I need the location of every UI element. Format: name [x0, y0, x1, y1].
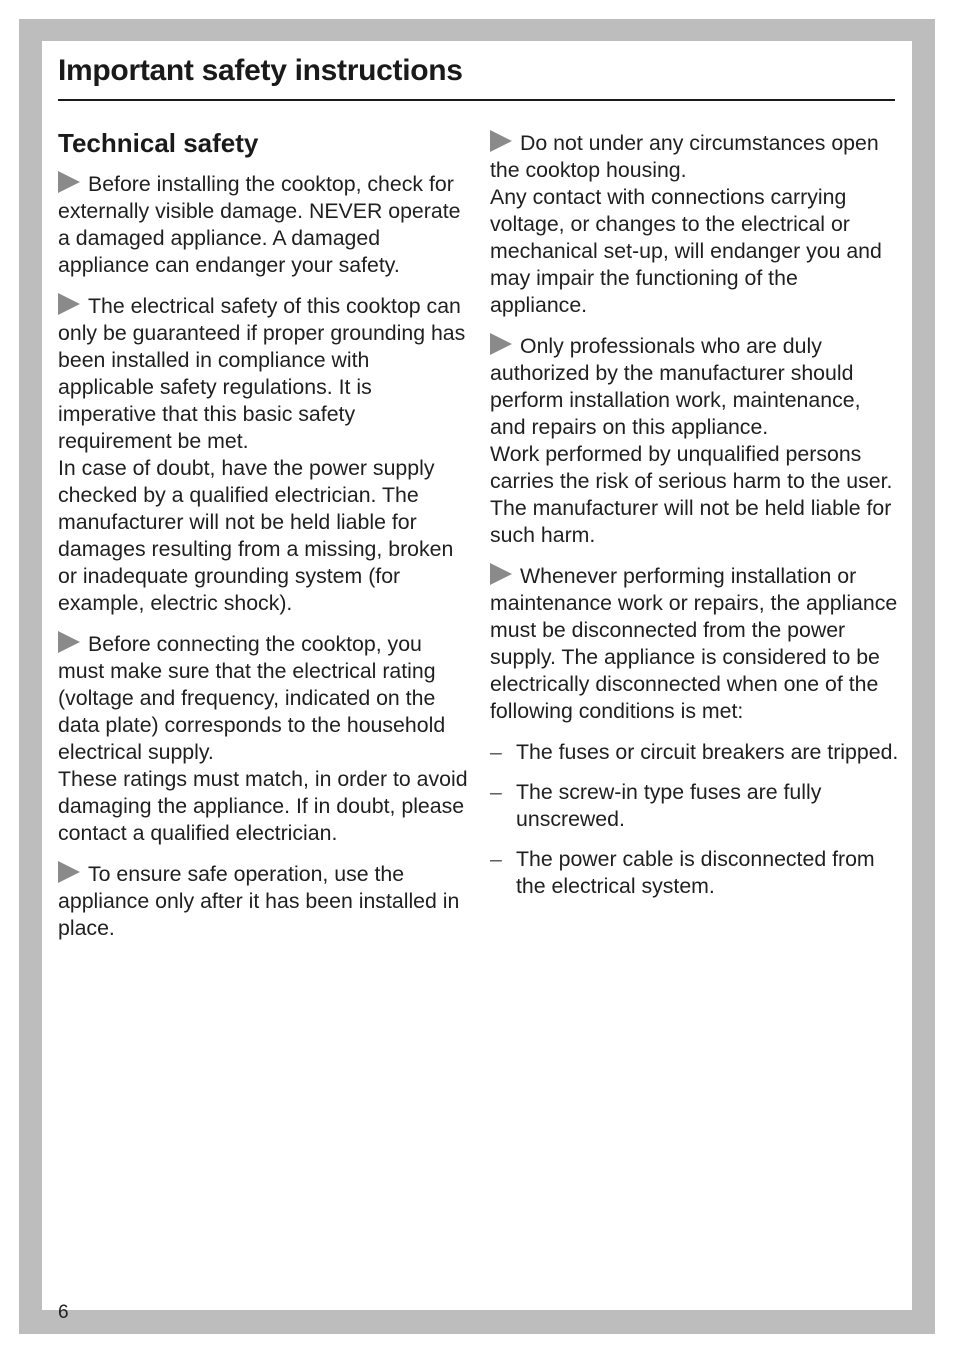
bullet-arrow-icon: [58, 631, 80, 653]
bullet-arrow-icon: [490, 130, 512, 152]
list-item: [490, 846, 900, 900]
paragraph-line: Before installing the cooktop, check for externally visible damage. NEVER operate a damaged appliance. A damaged appliance can endanger your safety.: [58, 172, 461, 277]
bullet-arrow-icon: [58, 861, 80, 883]
paragraph-text: In case of doubt, have the power supply checked by a qualified electrician. The manufacturer will not be held liable for damages resulting from a missing, broken or inadequate grounding system (for example, electric shock).: [58, 456, 454, 615]
paragraph-text: [490, 563, 900, 725]
disconnect-conditions-list: [490, 739, 900, 900]
bullet-arrow-icon: [490, 563, 512, 585]
paragraph-line: To ensure safe operation, use the appliance only after it has been installed in place.: [58, 862, 460, 940]
bullet-arrow-icon: [58, 293, 80, 315]
list-item-text: The power cable is disconnected from the electrical system.: [516, 847, 875, 898]
left-column: [58, 128, 470, 956]
safety-paragraph-professionals: [490, 333, 900, 549]
paragraph-line: Do not under any circumstances open the cooktop housing.: [490, 131, 879, 182]
paragraph-text: Any contact with connections carrying voltage, or changes to the electrical or mechanical set-up, will endanger you and may impair the functioning of the appliance.: [490, 185, 882, 317]
paragraph-text: [58, 861, 470, 942]
paragraph-text: Work performed by unqualified persons carries the risk of serious harm to the user. The manufacturer will not be held liable for such harm.: [490, 442, 893, 547]
paragraph-text: [490, 130, 900, 184]
safety-paragraph-electrical-rating: [58, 631, 470, 847]
section-title: Technical safety: [58, 128, 259, 158]
right-column: [490, 130, 900, 913]
list-item-text: The screw-in type fuses are fully unscrewed.: [516, 780, 822, 831]
bullet-arrow-icon: [490, 333, 512, 355]
paragraph-line: Before connecting the cooktop, you must make sure that the electrical rating (voltage and frequency, indicated on the data plate) corresponds to the household electrical supply.: [58, 632, 446, 764]
page-number: 6: [58, 1302, 69, 1323]
paragraph-line: The electrical safety of this cooktop can only be guaranteed if proper grounding has been installed in compliance with applicable safety regulations. It is imperative that this basic safety requirement be met.: [58, 294, 466, 453]
list-item: [490, 779, 900, 833]
paragraph-text: [490, 333, 900, 441]
dash-marker: –: [490, 780, 502, 804]
paragraph-text: [58, 631, 470, 766]
paragraph-line: Only professionals who are duly authorized by the manufacturer should perform installation work, maintenance, and repairs on this appliance.: [490, 334, 861, 439]
list-item-text: The fuses or circuit breakers are tripped.: [516, 740, 899, 764]
dash-marker: –: [490, 847, 502, 871]
bullet-arrow-icon: [58, 171, 80, 193]
safety-paragraph-housing: [490, 130, 900, 319]
safety-paragraph-grounding: [58, 293, 470, 617]
paragraph-text: [58, 171, 470, 279]
safety-paragraph-disconnect: [490, 563, 900, 725]
paragraph-text: These ratings must match, in order to avoid damaging the appliance. If in doubt, please contact a qualified electrician.: [58, 767, 468, 845]
page-title: Important safety instructions: [58, 54, 463, 87]
header-divider: [58, 99, 895, 101]
paragraph-line: Whenever performing installation or maintenance work or repairs, the appliance must be disconnected from the power supply. The appliance is considered to be electrically disconnected when one of the following conditions is met:: [490, 564, 898, 723]
list-item: [490, 739, 900, 766]
safety-paragraph-safe-operation: [58, 861, 470, 942]
dash-marker: –: [490, 740, 502, 764]
paragraph-text: [58, 293, 470, 455]
safety-paragraph-damage-check: [58, 171, 470, 279]
